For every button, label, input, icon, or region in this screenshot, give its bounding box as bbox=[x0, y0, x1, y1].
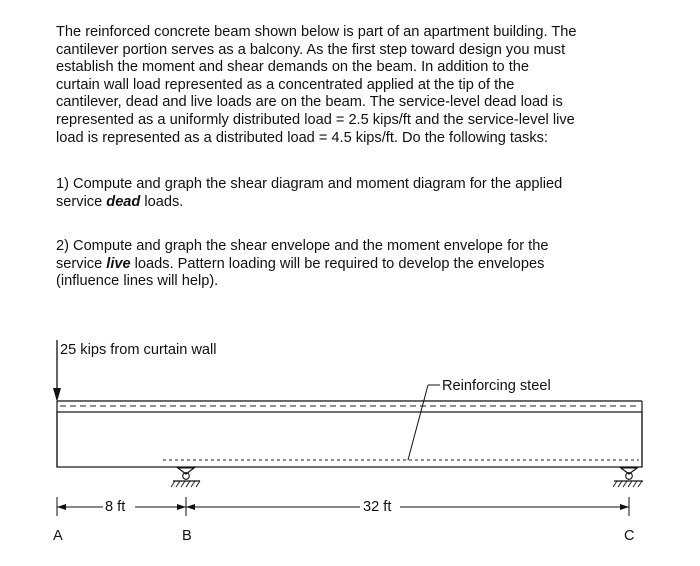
task-1-emphasis: dead bbox=[106, 193, 141, 210]
intro-line: represented as a uniformly distributed load = 2.5 kips/ft and the service-level live bbox=[56, 111, 575, 128]
task-1-text: loads. bbox=[140, 193, 184, 210]
beam bbox=[57, 401, 642, 467]
intro-line: cantilever portion serves as a balcony. As the first step toward design you must bbox=[56, 41, 566, 58]
intro-line: The reinforced concrete beam shown below is part of an apartment building. The bbox=[56, 24, 577, 40]
intro-line: load is represented as a distributed load = 4.5 kips/ft. Do the following tasks: bbox=[56, 129, 549, 146]
task-2-line-1: 2) Compute and graph the shear envelope and the moment envelope for the bbox=[56, 238, 549, 254]
support-c bbox=[613, 468, 643, 487]
dimension-bc-label: 32 ft bbox=[363, 499, 392, 515]
support-b bbox=[171, 468, 200, 487]
steel-label: Reinforcing steel bbox=[442, 378, 551, 394]
intro-line: curtain wall load represented as a concentrated applied at the tip of the bbox=[56, 76, 515, 93]
task-1-line-1: 1) Compute and graph the shear diagram and moment diagram for the applied bbox=[56, 176, 563, 192]
dimension-ab-label: 8 ft bbox=[105, 499, 126, 515]
steel-leader-line bbox=[408, 385, 440, 460]
point-a-label: A bbox=[53, 528, 63, 544]
task-2-text: service bbox=[56, 255, 107, 272]
task-1-text: service bbox=[56, 193, 107, 210]
task-2-text: loads. Pattern loading will be required to develop the envelopes bbox=[130, 255, 545, 272]
task-2-line-3: (influence lines will help). bbox=[56, 273, 219, 290]
dimension-line bbox=[57, 497, 629, 516]
intro-line: cantilever, dead and live loads are on the beam. The service-level dead load is bbox=[56, 94, 563, 111]
point-c-label: C bbox=[624, 528, 635, 544]
intro-line: establish the moment and shear demands on the beam. In addition to the bbox=[56, 59, 529, 76]
load-label: 25 kips from curtain wall bbox=[60, 342, 217, 358]
task-2-emphasis: live bbox=[106, 255, 131, 272]
point-b-label: B bbox=[182, 528, 192, 544]
reinforcing-steel bbox=[60, 406, 639, 460]
